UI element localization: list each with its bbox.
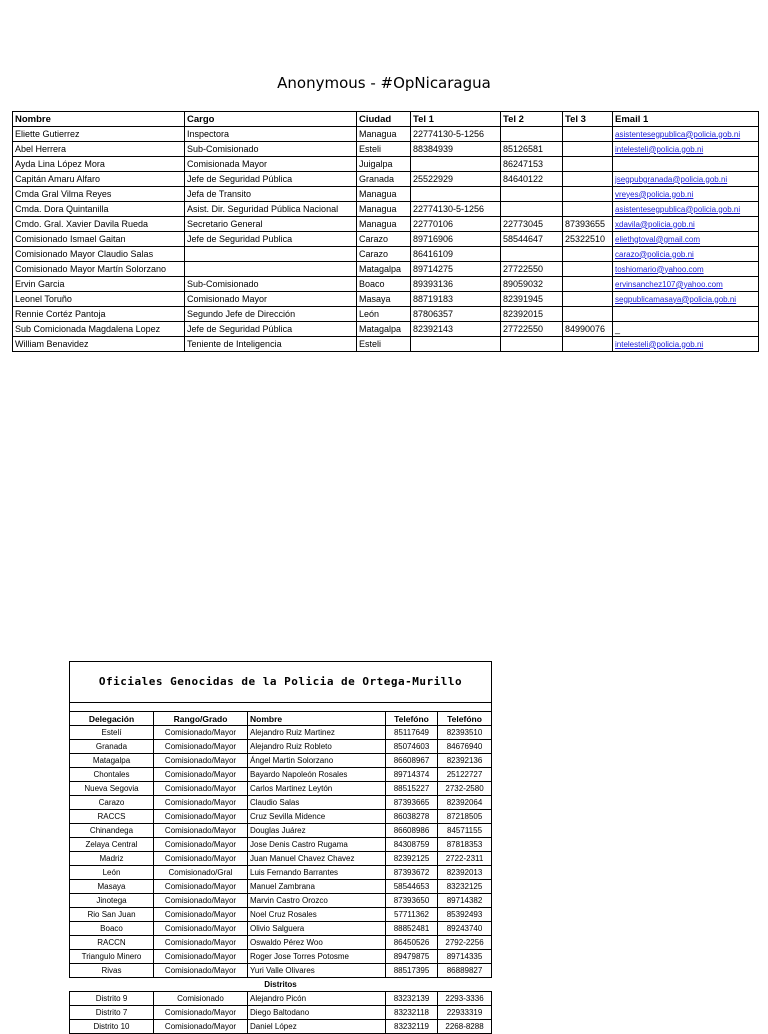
table-cell: Comisionado Mayor [185, 292, 357, 307]
table-cell: Masaya [357, 292, 411, 307]
table-cell: 22774130-5-1256 [411, 127, 501, 142]
column-header: Tel 3 [563, 112, 613, 127]
table-cell: Marvin Castro Orozco [248, 894, 386, 908]
table-row [70, 992, 492, 1006]
table-cell: Bayardo Napoleón Rosales [248, 768, 386, 782]
table-cell [411, 187, 501, 202]
table-cell: 89716906 [411, 232, 501, 247]
table-cell: 84308759 [386, 838, 438, 852]
table-cell: 83232119 [386, 1020, 438, 1034]
table-cell: Inspectora [185, 127, 357, 142]
table-cell: 87818353 [438, 838, 492, 852]
table-cell: Boaco [70, 922, 154, 936]
table-cell: 87806357 [411, 307, 501, 322]
table-cell: 57711362 [386, 908, 438, 922]
table-cell: Chontales [70, 768, 154, 782]
table-cell: 89714275 [411, 262, 501, 277]
officials-title-row [70, 662, 492, 703]
column-header: Delegación [70, 712, 154, 726]
table-cell: Noel Cruz Rosales [248, 908, 386, 922]
table-cell: 89243740 [438, 922, 492, 936]
table-row [70, 782, 492, 796]
table-cell: 22770106 [411, 217, 501, 232]
table-cell: Comisionado/Mayor [154, 964, 248, 978]
table-cell: Diego Baltodano [248, 1006, 386, 1020]
officials-table [69, 661, 492, 1034]
table-row [13, 217, 759, 232]
table-cell: Carazo [70, 796, 154, 810]
email-link[interactable]: carazo@policia.gob.ni [613, 247, 759, 262]
table-cell: Alejandro Ruiz Martinez [248, 726, 386, 740]
table-cell: Distrito 9 [70, 992, 154, 1006]
officials-title: Oficiales Genocidas de la Policia de Ortega-Murillo [70, 662, 492, 703]
table-cell: 86247153 [501, 157, 563, 172]
table-row [13, 172, 759, 187]
table-cell: Managua [357, 202, 411, 217]
table-cell: Capitán Amaru Alfaro [13, 172, 185, 187]
table-cell [613, 157, 759, 172]
table-cell: León [357, 307, 411, 322]
table-cell: Juan Manuel Chavez Chavez [248, 852, 386, 866]
table-cell: Roger Jose Torres Potosme [248, 950, 386, 964]
table-cell: Comisionado/Mayor [154, 754, 248, 768]
table-cell: Comisionado/Mayor [154, 894, 248, 908]
table-cell: Comisionado Ismael Gaitan [13, 232, 185, 247]
table-cell [185, 247, 357, 262]
table-cell: Distrito 10 [70, 1020, 154, 1034]
table-cell: 89714335 [438, 950, 492, 964]
column-header: Tel 2 [501, 112, 563, 127]
table-cell: Comisionada Mayor [185, 157, 357, 172]
email-link[interactable]: toshiomario@yahoo.com [613, 262, 759, 277]
table-cell: 82391945 [501, 292, 563, 307]
table-cell: 27722550 [501, 322, 563, 337]
table-cell [501, 187, 563, 202]
section-row [70, 978, 492, 992]
table-cell [563, 142, 613, 157]
table-cell: Esteli [357, 337, 411, 352]
table-cell: Comisionado/Mayor [154, 922, 248, 936]
column-header: Telefóno [438, 712, 492, 726]
table-row [70, 796, 492, 810]
table-cell: Cmda Gral Vilma Reyes [13, 187, 185, 202]
table-cell: Comisionado Mayor Claudio Salas [13, 247, 185, 262]
table-row [13, 292, 759, 307]
table-cell: 87218505 [438, 810, 492, 824]
table-cell: 82392064 [438, 796, 492, 810]
table-cell: Eliette Gutierrez [13, 127, 185, 142]
table-row [70, 838, 492, 852]
table-cell: 88517395 [386, 964, 438, 978]
table-cell [563, 307, 613, 322]
table-row [70, 908, 492, 922]
table-cell: 84571155 [438, 824, 492, 838]
email-link[interactable]: jsegpubgranada@policia.gob.ni [613, 172, 759, 187]
table-row [70, 936, 492, 950]
table-row [13, 202, 759, 217]
table-cell: Cruz Sevilla Midence [248, 810, 386, 824]
table-cell [563, 187, 613, 202]
table-cell: Jose Denis Castro Rugama [248, 838, 386, 852]
table-cell [563, 247, 613, 262]
table-cell [501, 127, 563, 142]
table-row [70, 824, 492, 838]
table-cell [411, 157, 501, 172]
table-cell [563, 157, 613, 172]
table-cell: 89714382 [438, 894, 492, 908]
table-cell: Comisionado/Mayor [154, 908, 248, 922]
table-cell [563, 172, 613, 187]
table-cell: 25522929 [411, 172, 501, 187]
table-cell: Cmdo. Gral. Xavier Davila Rueda [13, 217, 185, 232]
table-cell: Cmda. Dora Quintanilla [13, 202, 185, 217]
contacts-table [12, 111, 759, 352]
table-cell [563, 292, 613, 307]
table-cell: 82392015 [501, 307, 563, 322]
table-cell: Secretario General [185, 217, 357, 232]
table-cell: Madriz [70, 852, 154, 866]
table-cell: Jefe de Seguridad Pública [185, 172, 357, 187]
table-row [70, 950, 492, 964]
table-row [70, 894, 492, 908]
table-row [70, 964, 492, 978]
table-row [13, 157, 759, 172]
table-cell: 2293-3336 [438, 992, 492, 1006]
table-cell: Estelí [70, 726, 154, 740]
table-cell [501, 202, 563, 217]
table-cell: 86608986 [386, 824, 438, 838]
table-cell: 83232139 [386, 992, 438, 1006]
table-cell: Douglas Juárez [248, 824, 386, 838]
table-row [13, 322, 759, 337]
column-header: Telefóno [386, 712, 438, 726]
table-cell: Yuri Valle Olivares [248, 964, 386, 978]
table-cell: Jefe de Seguridad Pública [185, 322, 357, 337]
table-cell: 88852481 [386, 922, 438, 936]
table-row [13, 142, 759, 157]
table-cell: Ángel Martin Solorzano [248, 754, 386, 768]
table-cell: Carazo [357, 232, 411, 247]
email-link[interactable]: intelesteli@policia.gob.ni [613, 142, 759, 157]
table-row [13, 232, 759, 247]
email-link[interactable]: asistentesegpublica@policia.gob.ni [613, 202, 759, 217]
table-cell: 88384939 [411, 142, 501, 157]
table-cell [501, 337, 563, 352]
table-cell [563, 262, 613, 277]
table-cell: 83232118 [386, 1006, 438, 1020]
table-cell [563, 127, 613, 142]
table-row [13, 277, 759, 292]
table-cell: Comisionado/Mayor [154, 810, 248, 824]
table-cell: 2732-2580 [438, 782, 492, 796]
column-header: Cargo [185, 112, 357, 127]
table-cell: Comisionado/Gral [154, 866, 248, 880]
table-cell: 22933319 [438, 1006, 492, 1020]
table-cell: 86450526 [386, 936, 438, 950]
table-cell: 85074603 [386, 740, 438, 754]
table-cell: Carazo [357, 247, 411, 262]
email-link[interactable]: asistentesegpublica@policia.gob.ni [613, 127, 759, 142]
table-cell: Jinotega [70, 894, 154, 908]
table-cell: Comisionado/Mayor [154, 824, 248, 838]
table-cell: Abel Herrera [13, 142, 185, 157]
table-row [70, 768, 492, 782]
table-cell: 25122727 [438, 768, 492, 782]
table-cell: Triangulo Minero [70, 950, 154, 964]
table-cell: 22774130-5-1256 [411, 202, 501, 217]
table-row [13, 307, 759, 322]
table-cell: 89059032 [501, 277, 563, 292]
column-header: Ciudad [357, 112, 411, 127]
table-cell: 82392143 [411, 322, 501, 337]
table-cell: 88719183 [411, 292, 501, 307]
table-cell: Zelaya Central [70, 838, 154, 852]
table-cell: Olivio Salguera [248, 922, 386, 936]
table-cell: 86038278 [386, 810, 438, 824]
table-cell: 89393136 [411, 277, 501, 292]
table-row [70, 726, 492, 740]
table-cell: Teniente de Inteligencia [185, 337, 357, 352]
table-cell: Nueva Segovia [70, 782, 154, 796]
table-cell: Asist. Dir. Seguridad Pública Nacional [185, 202, 357, 217]
table-cell: Comisionado/Mayor [154, 950, 248, 964]
table-cell: 84676940 [438, 740, 492, 754]
table-row [70, 922, 492, 936]
table-row [13, 262, 759, 277]
table-cell: 85117649 [386, 726, 438, 740]
table-cell: William Benavidez [13, 337, 185, 352]
officials-header-row [70, 712, 492, 726]
table-cell: 25322510 [563, 232, 613, 247]
table-cell: Granada [357, 172, 411, 187]
table-cell: Comisionado/Mayor [154, 838, 248, 852]
table-row [13, 337, 759, 352]
table-cell: 86416109 [411, 247, 501, 262]
table-row [70, 740, 492, 754]
table-cell: 87393672 [386, 866, 438, 880]
table-cell: Sub Comicionada Magdalena Lopez [13, 322, 185, 337]
table-cell: 87393650 [386, 894, 438, 908]
table-cell: Comisionado/Mayor [154, 796, 248, 810]
table-cell [563, 277, 613, 292]
table-row [70, 754, 492, 768]
table-cell: 83232125 [438, 880, 492, 894]
table-cell: 82392125 [386, 852, 438, 866]
table-cell [613, 307, 759, 322]
table-cell: 22773045 [501, 217, 563, 232]
table-row [13, 247, 759, 262]
table-cell: 89714374 [386, 768, 438, 782]
table-cell: Comisionado/Mayor [154, 1006, 248, 1020]
table-cell: 87393665 [386, 796, 438, 810]
table-cell [563, 337, 613, 352]
table-cell [563, 202, 613, 217]
table-cell: 58544653 [386, 880, 438, 894]
table-cell: 87393655 [563, 217, 613, 232]
table-cell: Comisionado/Mayor [154, 1020, 248, 1034]
table-cell [501, 247, 563, 262]
table-row [13, 187, 759, 202]
table-cell: Rennie Cortéz Pantoja [13, 307, 185, 322]
table-cell: 88515227 [386, 782, 438, 796]
table-cell: Jefe de Seguridad Publica [185, 232, 357, 247]
table-cell: Ervin Garcia [13, 277, 185, 292]
table-cell: Comisionado/Mayor [154, 936, 248, 950]
table-cell: 82392013 [438, 866, 492, 880]
table-cell: Claudio Salas [248, 796, 386, 810]
table-cell: Manuel Zambrana [248, 880, 386, 894]
email-link[interactable]: xdavila@policia.gob.ni [613, 217, 759, 232]
table-cell: Leonel Toruño [13, 292, 185, 307]
email-link[interactable]: intelesteli@policia.gob.ni [613, 337, 759, 352]
table-cell: 86889827 [438, 964, 492, 978]
table-cell: 58544647 [501, 232, 563, 247]
table-cell: Comisionado/Mayor [154, 782, 248, 796]
table-cell: 85392493 [438, 908, 492, 922]
table-cell: Masaya [70, 880, 154, 894]
table-cell: Comisionado/Mayor [154, 880, 248, 894]
table-cell: Esteli [357, 142, 411, 157]
table-cell: Carlos Martinez Leytón [248, 782, 386, 796]
table-cell: Comisionado Mayor Martín Solorzano [13, 262, 185, 277]
table-cell: RACCS [70, 810, 154, 824]
email-link[interactable]: segpublicamasaya@policia.gob.ni [613, 292, 759, 307]
table-cell: Comisionado/Mayor [154, 740, 248, 754]
table-cell: 86608967 [386, 754, 438, 768]
table-cell: 27722550 [501, 262, 563, 277]
table-cell: Sub-Comisionado [185, 277, 357, 292]
table-cell: 82393510 [438, 726, 492, 740]
table-cell: 84990076 [563, 322, 613, 337]
email-link[interactable]: ervinsanchez107@yahoo.com [613, 277, 759, 292]
table-cell: 82392136 [438, 754, 492, 768]
table-cell: Jefa de Transito [185, 187, 357, 202]
table-cell: 2792-2256 [438, 936, 492, 950]
table-cell: Oswaldo Pérez Woo [248, 936, 386, 950]
table-cell: Managua [357, 127, 411, 142]
table-cell: Luis Fernando Barrantes [248, 866, 386, 880]
table-cell: Alejandro Ruiz Robleto [248, 740, 386, 754]
column-header: Email 1 [613, 112, 759, 127]
section-label: Distritos [70, 978, 492, 992]
email-link[interactable]: eliethgtoval@gmail.com [613, 232, 759, 247]
table-row [70, 852, 492, 866]
table-cell: Managua [357, 187, 411, 202]
table-row [70, 1006, 492, 1020]
table-row [70, 866, 492, 880]
table-cell: Ayda Lina López Mora [13, 157, 185, 172]
table-cell: 85126581 [501, 142, 563, 157]
table-row [70, 1020, 492, 1034]
table-cell: RACCN [70, 936, 154, 950]
table-row [70, 880, 492, 894]
table-cell: Chinandega [70, 824, 154, 838]
table-cell: Granada [70, 740, 154, 754]
table-cell: _ [613, 322, 759, 337]
table-cell: Managua [357, 217, 411, 232]
table-cell: Boaco [357, 277, 411, 292]
page-title: Anonymous - #OpNicaragua [277, 74, 491, 92]
column-header: Tel 1 [411, 112, 501, 127]
table-cell: Matagalpa [357, 322, 411, 337]
table-cell: Distrito 7 [70, 1006, 154, 1020]
table-cell: Daniel López [248, 1020, 386, 1034]
table-cell [185, 262, 357, 277]
table-cell: León [70, 866, 154, 880]
table-cell: 2268-8288 [438, 1020, 492, 1034]
column-header: Nombre [13, 112, 185, 127]
table-cell: 84640122 [501, 172, 563, 187]
table-cell: 89479875 [386, 950, 438, 964]
contacts-header-row [13, 112, 759, 127]
table-cell: Comisionado [154, 992, 248, 1006]
column-header: Rango/Grado [154, 712, 248, 726]
table-cell [411, 337, 501, 352]
column-header: Nombre [248, 712, 386, 726]
table-cell: Sub-Comisionado [185, 142, 357, 157]
table-cell: Comisionado/Mayor [154, 768, 248, 782]
table-row [13, 127, 759, 142]
table-cell: Rivas [70, 964, 154, 978]
table-cell: Comisionado/Mayor [154, 726, 248, 740]
table-cell: Juigalpa [357, 157, 411, 172]
table-row [70, 810, 492, 824]
table-cell: Matagalpa [357, 262, 411, 277]
table-cell: Comisionado/Mayor [154, 852, 248, 866]
table-cell: Alejandro Picón [248, 992, 386, 1006]
table-cell: Rio San Juan [70, 908, 154, 922]
table-cell: Matagalpa [70, 754, 154, 768]
table-cell: Segundo Jefe de Dirección [185, 307, 357, 322]
email-link[interactable]: vreyes@policia.gob.ni [613, 187, 759, 202]
table-cell: 2722-2311 [438, 852, 492, 866]
